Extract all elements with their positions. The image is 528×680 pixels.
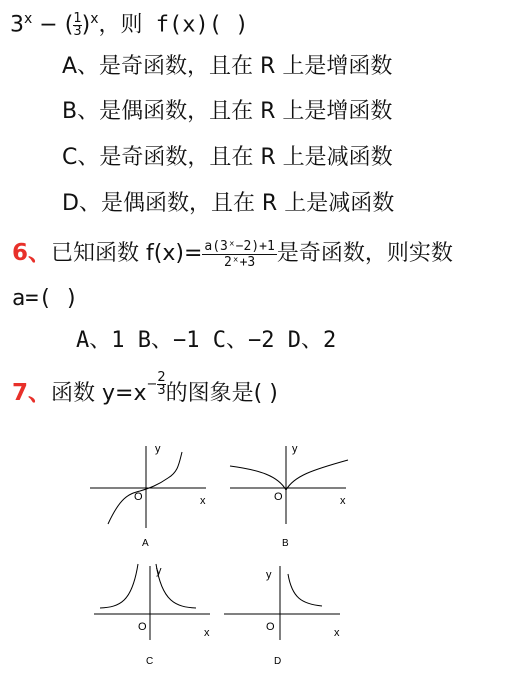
q5-paren-open: (	[64, 12, 74, 38]
graph-a-axis-x: x	[200, 495, 206, 507]
graph-b[interactable]	[228, 438, 358, 558]
q5-stem-tail: ，则 f(x)( )	[98, 12, 249, 38]
q7-exp-fraction	[157, 372, 165, 397]
q5-frac-num: 1	[73, 10, 82, 26]
graph-d[interactable]	[222, 562, 352, 674]
graph-a-origin: O	[134, 491, 143, 503]
q5-option-c: C、是奇函数，且在 R 上是减函数	[62, 145, 393, 170]
graph-b-axis-y: y	[292, 443, 298, 455]
q5-option-d: D、是偶函数，且在 R 上是减函数	[62, 191, 395, 216]
graph-d-label: D	[274, 656, 282, 667]
q6-frac-num: a(3ˣ−2)+1	[204, 238, 275, 254]
q7-exp-sign: −	[146, 377, 158, 392]
q7-exponent	[146, 370, 165, 400]
q7-text-b: 的图象是( )	[165, 381, 278, 406]
q7-stem	[12, 370, 278, 409]
q6-line2: a=( )	[12, 286, 79, 311]
graph-d-axis-x: x	[334, 627, 340, 639]
graph-d-axis-y: y	[266, 569, 272, 581]
q5-frac-den: 3	[73, 23, 82, 39]
graph-c-axis-y: y	[156, 565, 162, 577]
graph-a[interactable]	[88, 438, 218, 558]
graph-d-origin: O	[266, 621, 275, 633]
q6-number: 6、	[12, 240, 52, 266]
q5-base-a: 3	[10, 12, 24, 38]
q5-option-b: B、是偶函数，且在 R 上是增函数	[62, 99, 393, 124]
q5-stem	[10, 4, 248, 40]
q5-exp-a: x	[24, 11, 33, 27]
graph-c-origin: O	[138, 621, 147, 633]
graph-b-origin: O	[274, 491, 283, 503]
q7-text-a: 函数 y=x	[51, 381, 147, 406]
q5-minus: −	[39, 12, 58, 38]
graph-a-label: A	[142, 538, 149, 549]
graph-b-label: B	[282, 538, 289, 549]
graph-c-axis-x: x	[204, 627, 210, 639]
q6-fraction	[202, 239, 276, 270]
graph-b-axis-x: x	[340, 495, 346, 507]
q5-paren-close: )	[81, 12, 91, 38]
graph-c-label: C	[146, 656, 154, 667]
q5-option-a: A、是奇函数，且在 R 上是增函数	[62, 54, 393, 79]
q6-frac-den: 2ˣ+3	[223, 254, 256, 270]
q6-stem	[12, 238, 453, 270]
graph-c[interactable]	[92, 562, 222, 674]
q6-text-b: 是奇函数，则实数	[276, 241, 453, 266]
graph-a-axis-y: y	[155, 443, 161, 455]
q5-fraction	[73, 10, 82, 39]
q6-options: A、1 B、−1 C、−2 D、2	[76, 328, 337, 353]
q5-exp-b: x	[90, 11, 99, 27]
q7-exp-den: 3	[157, 383, 166, 398]
q7-number: 7、	[12, 380, 52, 406]
q7-exp-num: 2	[157, 370, 166, 385]
q6-text-a: 已知函数 f(x)=	[51, 241, 203, 266]
